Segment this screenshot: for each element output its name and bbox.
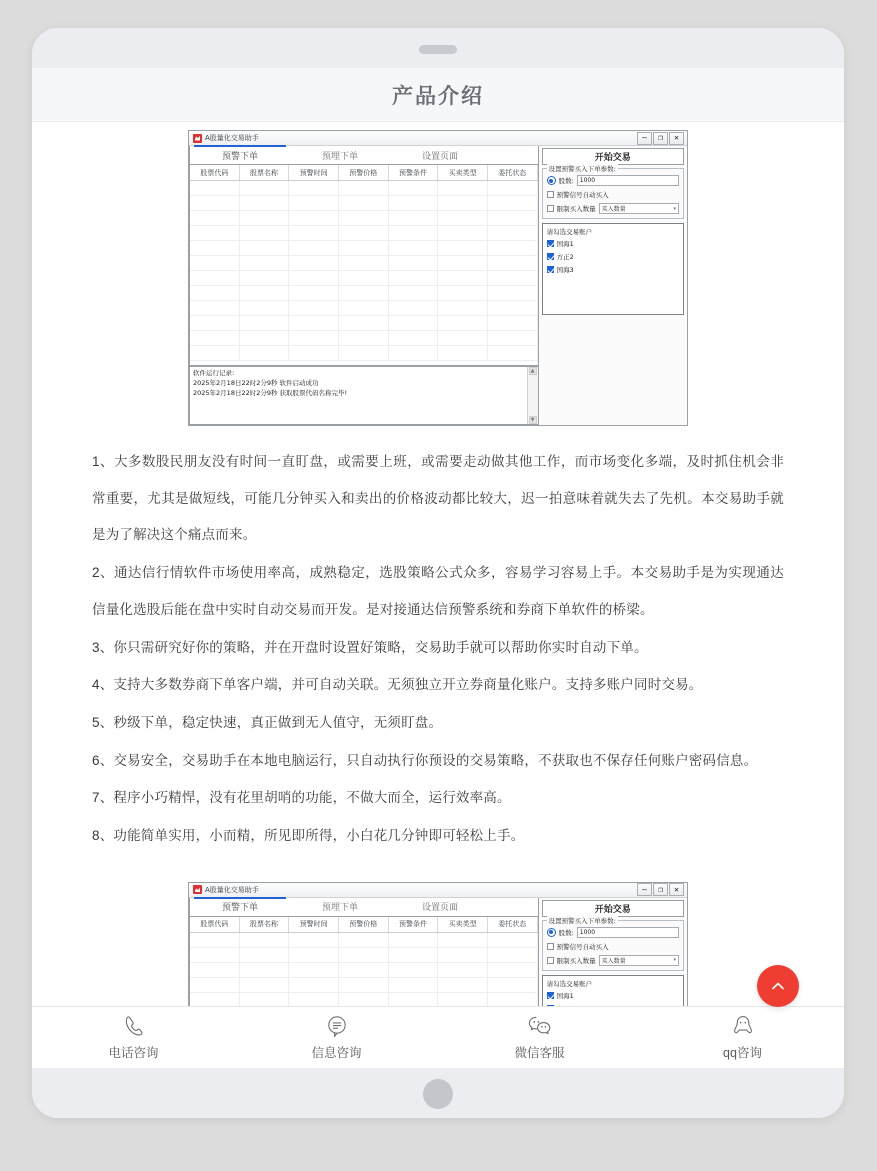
table-cell: [339, 271, 389, 285]
table-cell: [339, 316, 389, 330]
limit-buy-select-value: 买入数量: [601, 957, 626, 965]
app-logo-icon: [193, 134, 202, 143]
limit-buy-checkbox[interactable]: [547, 957, 554, 964]
table-row[interactable]: [190, 241, 538, 256]
table-row[interactable]: [190, 978, 538, 993]
table-cell: [190, 271, 240, 285]
limit-buy-label: 限制买入数量: [556, 205, 596, 213]
auto-buy-checkbox[interactable]: [547, 943, 554, 950]
app-screenshot-top-wrapper: [32, 122, 844, 426]
app-right-pane: [538, 146, 687, 425]
window-controls: [637, 883, 685, 896]
table-cell: [488, 963, 538, 977]
table-row[interactable]: [190, 963, 538, 978]
run-log-line: 2025年2月18日22时2分9秒 获取股票代码名称完毕!: [193, 388, 348, 397]
table-cell: [438, 963, 488, 977]
limit-buy-row: [547, 955, 679, 966]
app-left-pane: [189, 146, 538, 425]
table-row[interactable]: [190, 271, 538, 286]
close-button[interactable]: ✕: [669, 132, 684, 145]
table-cell: [190, 286, 240, 300]
table-cell: [389, 271, 439, 285]
table-cell: [240, 226, 290, 240]
app-titlebar: [189, 131, 687, 146]
app-screenshot-top: [188, 130, 688, 426]
orders-table-body: [190, 181, 538, 365]
col-alert-time: 预警时间: [289, 165, 339, 180]
table-cell: [488, 181, 538, 195]
auto-buy-checkbox[interactable]: [547, 191, 554, 198]
table-cell: [438, 286, 488, 300]
table-cell: [438, 316, 488, 330]
table-cell: [289, 316, 339, 330]
auto-buy-label: 预警信号自动买入: [556, 191, 609, 199]
nav-label-qq: qq咨询: [723, 1045, 762, 1060]
table-cell: [438, 181, 488, 195]
start-trade-button[interactable]: 开始交易: [542, 148, 684, 165]
table-cell: [289, 301, 339, 315]
table-cell: [488, 331, 538, 345]
table-cell: [190, 993, 240, 1007]
table-cell: [190, 196, 240, 210]
app-tabs: [189, 898, 538, 917]
table-cell: [438, 331, 488, 345]
shares-input[interactable]: 1000: [577, 927, 679, 938]
account-label: 国海3: [556, 266, 574, 274]
account-label: 国海1: [556, 991, 574, 1000]
limit-buy-row: [547, 203, 679, 214]
account-item[interactable]: [547, 265, 679, 274]
intro-paragraph: 1、大多数股民朋友没有时间一直盯盘，或需要上班，或需要走动做其他工作，而市场变化多端，及时抓住机会非常重要，尤其是做短线，可能几分钟买入和卖出的价格波动都比较大，迟一拍意味着就失去了先机。本交易助手就是为了解决这个痛点而来。: [92, 454, 784, 543]
table-cell: [339, 978, 389, 992]
table-cell: [240, 211, 290, 225]
close-button[interactable]: ✕: [669, 883, 684, 896]
table-cell: [240, 286, 290, 300]
nav-label-wechat: 微信客服: [514, 1045, 565, 1060]
limit-buy-select[interactable]: [599, 203, 679, 214]
table-cell: [190, 963, 240, 977]
table-cell: [488, 948, 538, 962]
table-cell: [339, 211, 389, 225]
table-cell: [339, 963, 389, 977]
page-header: [32, 68, 844, 122]
col-stock-code: 股票代码: [190, 165, 240, 180]
table-cell: [289, 963, 339, 977]
chevron-down-icon: ▾: [673, 205, 676, 212]
maximize-button[interactable]: ❐: [653, 132, 668, 145]
intro-paragraph: 7、程序小巧精悍，没有花里胡哨的功能，不做大而全，运行效率高。: [92, 790, 511, 806]
account-label: 国海1: [556, 240, 574, 248]
col-trade-type: 买卖类型: [438, 917, 488, 932]
start-trade-button-wrapper: [539, 146, 687, 166]
table-cell: [240, 993, 290, 1007]
table-cell: [488, 316, 538, 330]
account-label: 方正2: [556, 253, 574, 261]
orders-table: [189, 165, 538, 366]
limit-buy-select-value: 买入数量: [601, 206, 626, 213]
table-cell: [389, 331, 439, 345]
phone-home-button[interactable]: [423, 1079, 453, 1109]
col-order-status: 委托状态: [488, 165, 538, 180]
table-row[interactable]: [190, 256, 538, 271]
table-cell: [389, 933, 439, 947]
table-cell: [488, 933, 538, 947]
table-cell: [488, 978, 538, 992]
app-tabs: [189, 146, 538, 165]
table-cell: [289, 933, 339, 947]
table-cell: [389, 993, 439, 1007]
tab-yumai-xiadan[interactable]: 预埋下单: [321, 903, 358, 914]
table-row[interactable]: [190, 346, 538, 361]
table-cell: [438, 211, 488, 225]
run-log-panel: [189, 366, 538, 425]
account-item[interactable]: [547, 239, 679, 248]
col-alert-condition: 预警条件: [389, 165, 439, 180]
intro-paragraph: 5、秒级下单，稳定快速，真正做到无人值守，无须盯盘。: [92, 715, 443, 731]
orders-table-header: [190, 917, 538, 933]
table-cell: [488, 241, 538, 255]
tab-yumai-xiadan[interactable]: 预埋下单: [321, 151, 358, 162]
bottom-nav-bar: [32, 1006, 844, 1068]
chevron-up-icon: [768, 976, 788, 996]
table-cell: [289, 211, 339, 225]
table-cell: [389, 241, 439, 255]
table-cell: [339, 948, 389, 962]
table-cell: [190, 978, 240, 992]
buy-params-legend: 设置预警买入下单参数:: [548, 916, 616, 925]
account-checkbox[interactable]: [547, 266, 554, 273]
table-cell: [389, 948, 439, 962]
table-cell: [339, 301, 389, 315]
buy-params-fieldset: [542, 916, 684, 971]
shares-row: [547, 175, 679, 186]
account-select-box: [542, 223, 684, 315]
table-cell: [240, 331, 290, 345]
phone-screen: [32, 68, 844, 1068]
table-row[interactable]: [190, 226, 538, 241]
auto-buy-row: [547, 190, 679, 199]
shares-radio[interactable]: [547, 928, 556, 937]
app-body: [189, 146, 687, 425]
tab-yujing-xiadan[interactable]: 预警下单: [190, 898, 290, 916]
table-row[interactable]: [190, 316, 538, 331]
table-cell: [240, 948, 290, 962]
table-cell: [488, 286, 538, 300]
table-cell: [289, 241, 339, 255]
col-order-status: 委托状态: [488, 917, 538, 932]
table-cell: [289, 948, 339, 962]
page-title: 产品介绍: [392, 84, 484, 108]
table-cell: [190, 331, 240, 345]
col-stock-name: 股票名称: [240, 917, 290, 932]
table-row[interactable]: [190, 286, 538, 301]
col-alert-price: 预警价格: [339, 917, 389, 932]
table-cell: [339, 241, 389, 255]
intro-paragraph: 8、功能简单实用，小而精，所见即所得，小白花几分钟即可轻松上手。: [92, 828, 525, 844]
minimize-button[interactable]: –: [637, 132, 652, 145]
table-cell: [438, 301, 488, 315]
account-select-title: 请勾选交易账户: [546, 979, 593, 988]
table-cell: [389, 226, 439, 240]
minimize-button[interactable]: –: [637, 883, 652, 896]
col-trade-type: 买卖类型: [438, 165, 488, 180]
account-checkbox[interactable]: [547, 253, 554, 260]
table-cell: [339, 286, 389, 300]
table-cell: [488, 346, 538, 360]
auto-buy-label: 预警信号自动买入: [556, 942, 609, 951]
phone-top-bezel: [32, 28, 844, 68]
table-cell: [190, 316, 240, 330]
table-cell: [289, 256, 339, 270]
table-cell: [190, 181, 240, 195]
table-cell: [240, 978, 290, 992]
table-cell: [438, 933, 488, 947]
table-cell: [190, 256, 240, 270]
table-row[interactable]: [190, 933, 538, 948]
page-content: [32, 122, 844, 1068]
table-cell: [240, 271, 290, 285]
table-cell: [389, 211, 439, 225]
table-cell: [488, 226, 538, 240]
table-cell: [438, 256, 488, 270]
limit-buy-select[interactable]: [599, 955, 679, 966]
table-cell: [438, 346, 488, 360]
account-select-title: 请勾选交易账户: [546, 228, 593, 236]
run-log-scrollbar[interactable]: [527, 367, 538, 424]
table-cell: [190, 948, 240, 962]
account-checkbox[interactable]: [547, 240, 554, 247]
table-cell: [389, 196, 439, 210]
table-row[interactable]: [190, 196, 538, 211]
table-row[interactable]: [190, 331, 538, 346]
limit-buy-label: 限制买入数量: [556, 956, 596, 965]
table-cell: [339, 331, 389, 345]
table-cell: [190, 211, 240, 225]
col-stock-name: 股票名称: [240, 165, 290, 180]
table-cell: [488, 256, 538, 270]
auto-buy-row: [547, 942, 679, 951]
table-cell: [289, 271, 339, 285]
wechat-icon: [527, 1016, 553, 1038]
table-cell: [190, 226, 240, 240]
table-cell: [240, 301, 290, 315]
scroll-down-icon[interactable]: ▼: [529, 416, 537, 424]
table-cell: [289, 226, 339, 240]
table-cell: [240, 933, 290, 947]
nav-item-wechat[interactable]: [438, 1007, 641, 1068]
tab-yujing-xiadan[interactable]: 预警下单: [190, 146, 290, 164]
table-cell: [190, 346, 240, 360]
run-log-text: [190, 367, 527, 424]
table-cell: [389, 316, 439, 330]
table-cell: [488, 211, 538, 225]
account-item[interactable]: [547, 991, 679, 1000]
table-cell: [389, 963, 439, 977]
table-cell: [289, 331, 339, 345]
table-cell: [339, 933, 389, 947]
phone-bottom-bezel: [32, 1068, 844, 1118]
shares-label: 股数:: [558, 928, 574, 937]
table-cell: [438, 993, 488, 1007]
table-cell: [190, 301, 240, 315]
table-cell: [488, 301, 538, 315]
table-row[interactable]: [190, 211, 538, 226]
table-cell: [389, 286, 439, 300]
table-cell: [339, 226, 389, 240]
table-cell: [438, 196, 488, 210]
table-cell: [438, 226, 488, 240]
account-item[interactable]: [547, 252, 679, 261]
table-cell: [240, 346, 290, 360]
table-cell: [289, 286, 339, 300]
app-logo-icon: [193, 885, 202, 894]
run-log-title: 软件运行记录:: [193, 369, 235, 377]
table-cell: [389, 301, 439, 315]
chevron-down-icon: ▾: [673, 957, 676, 964]
table-cell: [389, 346, 439, 360]
intro-paragraph: 6、交易安全，交易助手在本地电脑运行，只自动执行你预设的交易策略，不获取也不保存任何账户密码信息。: [92, 752, 758, 768]
app-titlebar: [189, 883, 687, 898]
table-cell: [289, 196, 339, 210]
limit-buy-checkbox[interactable]: [547, 205, 554, 212]
table-cell: [289, 346, 339, 360]
nav-item-qq[interactable]: [641, 1007, 844, 1068]
table-cell: [240, 181, 290, 195]
col-stock-code: 股票代码: [190, 917, 240, 932]
start-trade-button-wrapper: [539, 898, 687, 918]
intro-paragraph: 2、通达信行情软件市场使用率高，成熟稳定，选股策略公式众多，容易学习容易上手。本交易助手是为实现通达信量化选股后能在盘中实时自动交易而开发。是对接通达信预警系统和券商下单软件的桥梁。: [92, 565, 784, 617]
table-cell: [339, 993, 389, 1007]
app-window-title: A股量化交易助手: [205, 885, 259, 894]
table-cell: [289, 978, 339, 992]
table-cell: [240, 241, 290, 255]
buy-params-legend: 设置预警买入下单参数:: [548, 165, 616, 173]
shares-radio[interactable]: [547, 176, 556, 185]
buy-params-fieldset: [542, 165, 684, 219]
table-cell: [438, 978, 488, 992]
nav-label-phone: 电话咨询: [108, 1045, 159, 1060]
phone-icon: [122, 1016, 146, 1038]
table-row[interactable]: [190, 301, 538, 316]
table-cell: [389, 978, 439, 992]
nav-item-phone[interactable]: [32, 1007, 235, 1068]
table-cell: [438, 948, 488, 962]
phone-speaker-slot: [419, 45, 457, 54]
table-cell: [339, 346, 389, 360]
run-log-line: 2025年2月18日22时2分9秒 软件启动成功: [193, 378, 319, 387]
table-cell: [488, 271, 538, 285]
table-cell: [339, 256, 389, 270]
scroll-up-icon[interactable]: ▲: [529, 367, 537, 375]
app-window-title: A股量化交易助手: [205, 134, 259, 142]
intro-paragraph: 4、支持大多数券商下单客户端，并可自动关联。无须独立开立券商量化账户。支持多账户同时交易。: [92, 677, 703, 693]
intro-paragraph-list: [32, 426, 844, 866]
tab-shezhi-yemian[interactable]: 设置页面: [421, 151, 458, 162]
table-cell: [289, 993, 339, 1007]
start-trade-button[interactable]: 开始交易: [542, 900, 684, 917]
table-cell: [190, 241, 240, 255]
orders-table-header: [190, 165, 538, 181]
table-row[interactable]: [190, 181, 538, 196]
table-cell: [488, 993, 538, 1007]
table-cell: [339, 181, 389, 195]
table-cell: [289, 181, 339, 195]
shares-input[interactable]: 1000: [577, 175, 679, 186]
message-icon: [325, 1016, 349, 1038]
table-cell: [438, 271, 488, 285]
maximize-button[interactable]: ❐: [653, 883, 668, 896]
table-cell: [190, 933, 240, 947]
table-cell: [240, 316, 290, 330]
table-cell: [240, 963, 290, 977]
col-alert-price: 预警价格: [339, 165, 389, 180]
table-cell: [339, 196, 389, 210]
qq-icon: [731, 1016, 755, 1038]
table-cell: [389, 181, 439, 195]
table-cell: [488, 196, 538, 210]
window-controls: [637, 132, 685, 145]
col-alert-condition: 预警条件: [389, 917, 439, 932]
shares-row: [547, 927, 679, 938]
shares-label: 股数:: [558, 177, 574, 185]
intro-paragraph: 3、你只需研究好你的策略，并在开盘时设置好策略，交易助手就可以帮助你实时自动下单。: [92, 639, 648, 655]
tab-shezhi-yemian[interactable]: 设置页面: [421, 903, 458, 914]
table-cell: [240, 256, 290, 270]
table-row[interactable]: [190, 948, 538, 963]
phone-mockup-frame: [32, 28, 844, 1118]
table-cell: [438, 241, 488, 255]
col-alert-time: 预警时间: [289, 917, 339, 932]
table-cell: [240, 196, 290, 210]
nav-label-message: 信息咨询: [311, 1045, 362, 1060]
table-cell: [389, 256, 439, 270]
nav-item-message[interactable]: [235, 1007, 438, 1068]
back-to-top-button[interactable]: [757, 965, 799, 1007]
account-checkbox[interactable]: [547, 992, 554, 999]
